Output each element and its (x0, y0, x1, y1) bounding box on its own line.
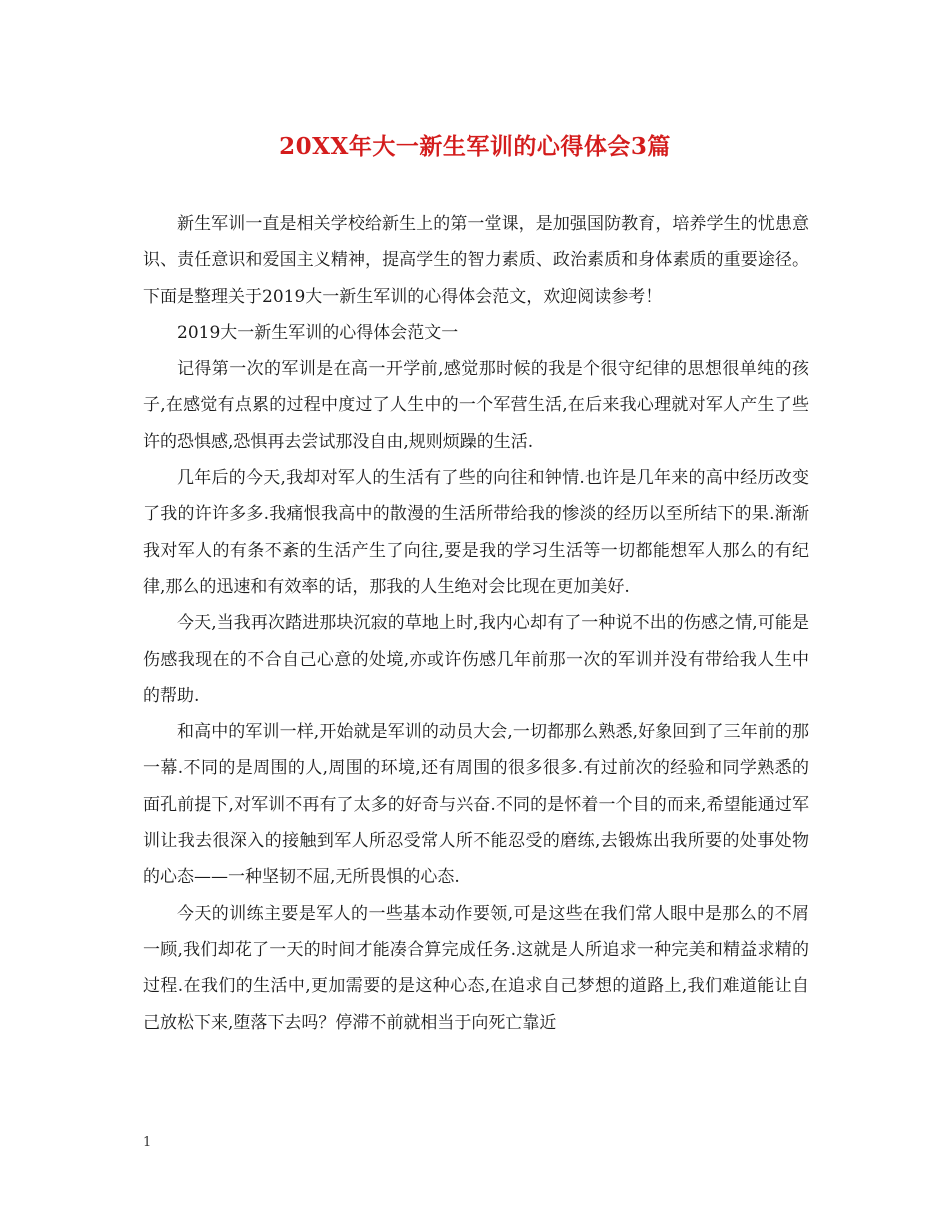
page-number: 1 (143, 1135, 152, 1150)
intro-paragraph: 新生军训一直是相关学校给新生上的第一堂课，是加强国防教育，培养学生的忧患意识、责任意识和爱国主义精神，提高学生的智力素质、政治素质和身体素质的重要途径。下面是整理关于2019大一新生军训的心得体会范文，欢迎阅读参考！ (143, 214, 809, 307)
document-title: 20XX年大一新生军训的心得体会3篇 (279, 133, 671, 160)
body-paragraph: 记得第一次的军训是在高一开学前,感觉那时候的我是个很守纪律的思想很单纯的孩子,在感觉有点累的过程中度过了人生中的一个军营生活,在后来我心理就对军人产生了些许的恐惧感,恐惧再去尝试那没自由,规则烦躁的生活. (143, 359, 809, 452)
body-paragraph: 今天,当我再次踏进那块沉寂的草地上时,我内心却有了一种说不出的伤感之情,可能是伤感我现在的不合自己心意的处境,亦或许伤感几年前那一次的军训并没有带给我人生中的帮助. (143, 613, 809, 706)
body-paragraph: 今天的训练主要是军人的一些基本动作要领,可是这些在我们常人眼中是那么的不屑一顾,我们却花了一天的时间才能凑合算完成任务.这就是人所追求一种完美和精益求精的过程.在我们的生活中,更加需要的是这种心态,在追求自己梦想的道路上,我们难道能让自己放松下来,堕落下去吗？停滞不前就相当于向死亡靠近 (143, 903, 809, 1033)
document-body (143, 206, 809, 1041)
section-heading: 2019大一新生军训的心得体会范文一 (177, 322, 459, 343)
body-paragraph: 和高中的军训一样,开始就是军训的动员大会,一切都那么熟悉,好象回到了三年前的那一幕.不同的是周围的人,周围的环境,还有周围的很多很多.有过前次的经验和同学熟悉的面孔前提下,对军训不再有了太多的好奇与兴奋.不同的是怀着一个目的而来,希望能通过军训让我去很深入的接触到军人所忍受常人所不能忍受的磨练,去锻炼出我所要的处事处物的心态——一种坚韧不屈,无所畏惧的心态. (143, 722, 809, 888)
body-paragraph: 几年后的今天,我却对军人的生活有了些的向往和钟情.也许是几年来的高中经历改变了我的许许多多.我痛恨我高中的散漫的生活所带给我的惨淡的经历以至所结下的果.渐渐我对军人的有条不紊的生活产生了向往,要是我的学习生活等一切都能想军人那么的有纪律,那么的迅速和有效率的话，那我的人生绝对会比现在更加美好. (143, 468, 809, 597)
